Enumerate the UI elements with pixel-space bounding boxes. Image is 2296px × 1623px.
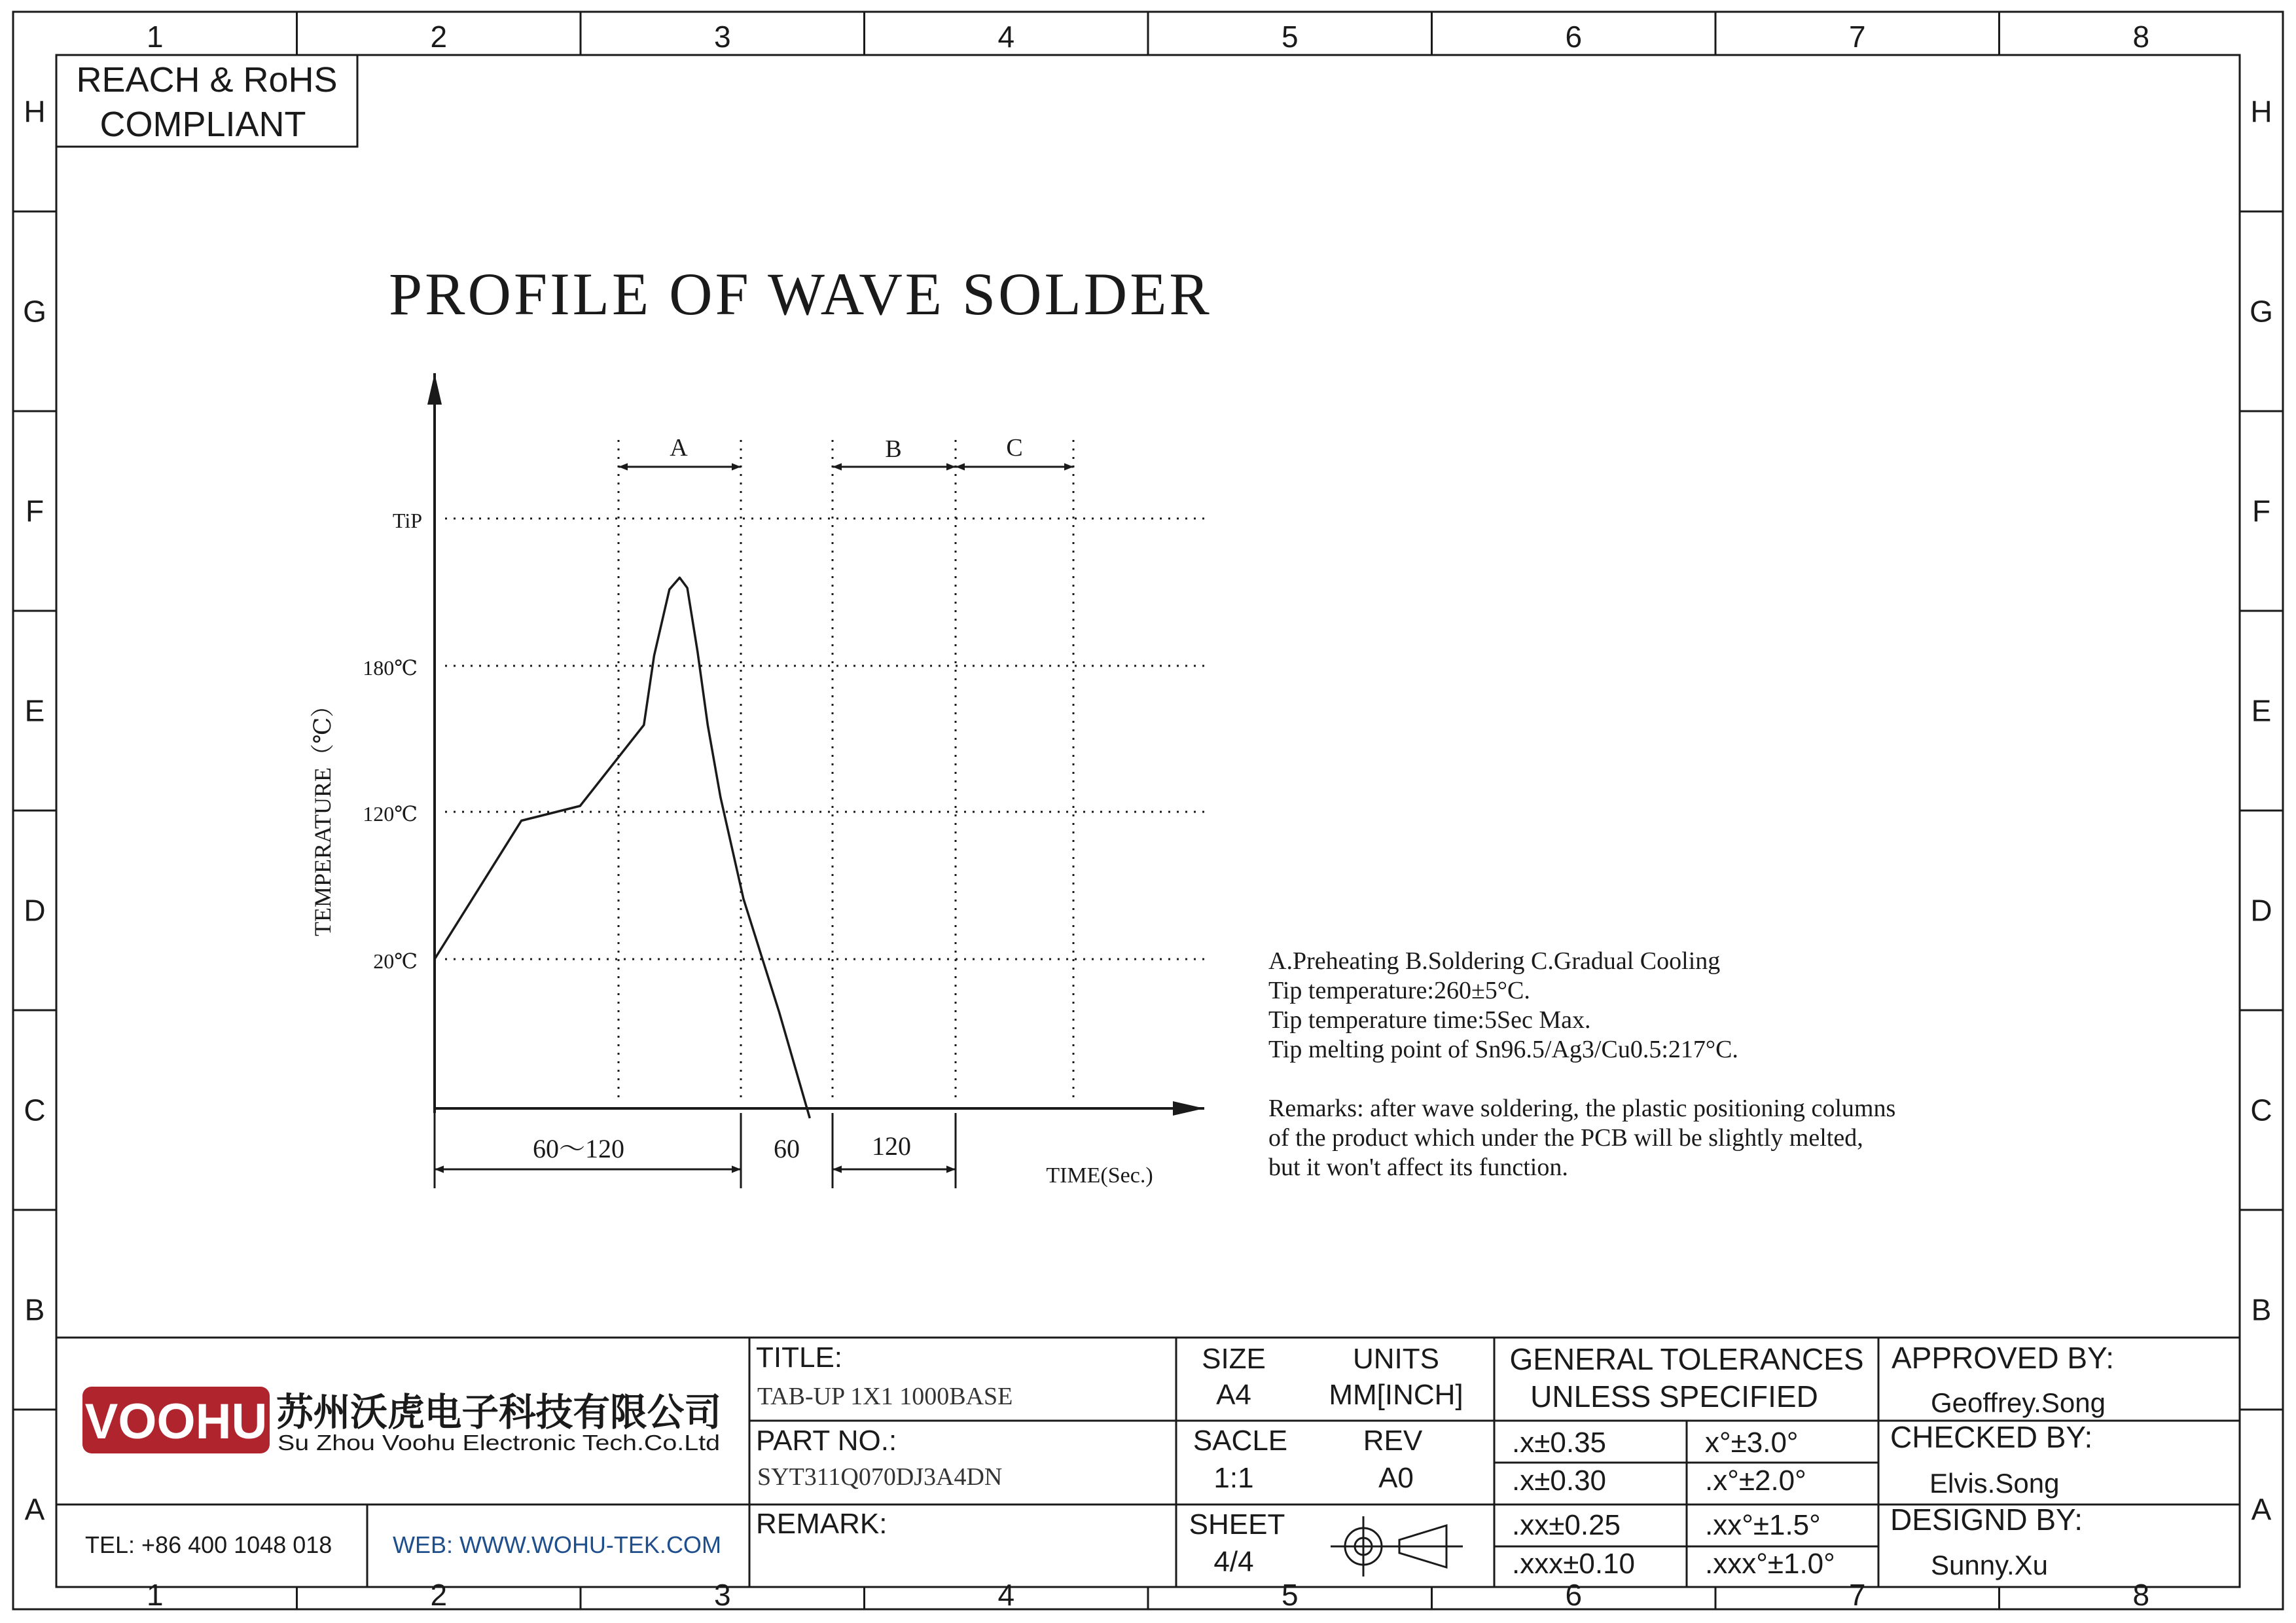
y-tick-tip: TiP — [392, 509, 422, 532]
units-label: UNITS — [1353, 1343, 1439, 1375]
zone-row-label-left: A — [24, 1492, 45, 1527]
company-web[interactable]: WEB: WWW.WOHU-TEK.COM — [393, 1531, 721, 1558]
zone-col-label-bottom: 6 — [1565, 1578, 1583, 1612]
projection-symbol-icon — [1331, 1516, 1463, 1577]
zone-col-label-bottom: 4 — [997, 1578, 1015, 1612]
sheet-value: 4/4 — [1213, 1546, 1254, 1578]
zone-row-label-left: F — [25, 494, 45, 528]
tolerance-angular-3: .xx°±1.5° — [1705, 1509, 1821, 1541]
company-logo — [82, 1387, 270, 1453]
part-no-label: PART NO.: — [756, 1425, 897, 1457]
zone-b-label: B — [885, 435, 902, 463]
time-span-2: 60 — [774, 1134, 800, 1163]
zone-row-label-right: H — [2250, 94, 2272, 129]
tolerance-linear-3: .xx±0.25 — [1512, 1509, 1621, 1541]
zone-row-label-left: C — [24, 1093, 46, 1127]
scale-value: 1:1 — [1213, 1462, 1254, 1494]
zone-row-label-right: D — [2250, 893, 2272, 928]
zone-row-label-right: A — [2251, 1492, 2272, 1527]
scale-label: SACLE — [1193, 1425, 1288, 1457]
zone-col-label-top: 4 — [997, 20, 1015, 54]
zone-col-label-top: 2 — [430, 20, 448, 54]
company-name-en: Su Zhou Voohu Electronic Tech.Co.Ltd — [278, 1431, 720, 1455]
remark-1: Remarks: after wave soldering, the plastic positioning columns — [1268, 1095, 1896, 1122]
note-4: Tip melting point of Sn96.5/Ag3/Cu0.5:217°C. — [1268, 1036, 1738, 1063]
zone-row-label-left: H — [24, 94, 46, 129]
note-2: Tip temperature:260±5°C. — [1268, 977, 1530, 1004]
title-value: TAB-UP 1X1 1000BASE — [757, 1383, 1013, 1410]
note-1: A.Preheating B.Soldering C.Gradual Cooling — [1268, 947, 1721, 975]
zone-row-label-left: B — [24, 1292, 45, 1327]
y-tick-120: 120℃ — [363, 802, 418, 826]
zone-row-label-right: E — [2251, 693, 2272, 728]
compliance-box — [56, 55, 357, 147]
tolerance-angular-4: .xxx°±1.0° — [1705, 1548, 1835, 1580]
zone-row-label-left: E — [24, 693, 45, 728]
units-value: MM[INCH] — [1329, 1379, 1463, 1411]
checked-value: Elvis.Song — [1929, 1468, 2060, 1499]
remark-3: but it won't affect its function. — [1268, 1154, 1568, 1181]
tolerance-heading-2: UNLESS SPECIFIED — [1530, 1379, 1818, 1413]
tolerance-linear-1: .x±0.35 — [1512, 1427, 1607, 1459]
zone-col-label-bottom: 1 — [146, 1578, 164, 1612]
y-tick-20: 20℃ — [373, 949, 418, 973]
remark-2: of the product which under the PCB will be slightly melted, — [1268, 1124, 1863, 1152]
rev-value: A0 — [1378, 1462, 1414, 1494]
drawing-title: PROFILE OF WAVE SOLDER — [389, 261, 1212, 327]
time-span-3: 120 — [872, 1131, 911, 1161]
tolerance-heading-1: GENERAL TOLERANCES — [1509, 1342, 1864, 1376]
zone-col-label-top: 3 — [713, 20, 731, 54]
tolerance-linear-4: .xxx±0.10 — [1512, 1548, 1636, 1580]
sheet-label: SHEET — [1189, 1508, 1285, 1541]
title-block — [56, 1338, 2240, 1587]
tolerance-table — [1512, 1427, 1835, 1580]
zone-a-label: A — [670, 434, 688, 462]
zone-col-label-top: 8 — [2132, 20, 2150, 54]
part-no-value: SYT311Q070DJ3A4DN — [757, 1463, 1003, 1491]
size-value: A4 — [1216, 1379, 1251, 1411]
company-tel: TEL: +86 400 1048 018 — [85, 1531, 332, 1558]
zone-col-label-bottom: 8 — [2132, 1578, 2150, 1612]
zone-row-label-left: D — [24, 893, 46, 928]
tolerance-linear-2: .x±0.30 — [1512, 1465, 1607, 1497]
zone-col-label-bottom: 7 — [1848, 1578, 1866, 1612]
zone-row-label-right: G — [2250, 294, 2273, 329]
zone-row-label-right: B — [2251, 1292, 2272, 1327]
size-label: SIZE — [1202, 1343, 1266, 1375]
zone-c-label: C — [1006, 434, 1023, 462]
zone-col-label-top: 1 — [146, 20, 164, 54]
zone-col-label-bottom: 3 — [713, 1578, 731, 1612]
rev-label: REV — [1363, 1425, 1423, 1457]
designed-label: DESIGND BY: — [1890, 1503, 2083, 1537]
note-3: Tip temperature time:5Sec Max. — [1268, 1006, 1591, 1034]
zone-col-label-top: 7 — [1848, 20, 1866, 54]
tolerance-angular-1: x°±3.0° — [1705, 1427, 1799, 1459]
title-label: TITLE: — [756, 1341, 843, 1374]
logo-text: VOOHU — [84, 1394, 268, 1450]
checked-label: CHECKED BY: — [1890, 1420, 2093, 1454]
y-axis-label: TEMPERATURE（℃） — [310, 693, 336, 936]
x-axis-label: TIME(Sec.) — [1046, 1163, 1153, 1188]
compliance-line-1: REACH & RoHS — [76, 60, 338, 100]
remark-label: REMARK: — [756, 1508, 888, 1540]
compliance-line-2: COMPLIANT — [99, 105, 306, 144]
solder-profile-chart — [310, 373, 1208, 1188]
time-span-1: 60～120 — [533, 1134, 624, 1163]
zone-col-label-top: 5 — [1281, 20, 1299, 54]
approved-value: Geoffrey.Song — [1931, 1387, 2106, 1418]
zone-col-label-bottom: 5 — [1281, 1578, 1299, 1612]
zone-row-label-left: G — [23, 294, 46, 329]
zone-row-label-right: C — [2250, 1093, 2272, 1127]
notes — [1268, 947, 1895, 1181]
y-tick-180: 180℃ — [363, 656, 418, 680]
zone-row-label-right: F — [2251, 494, 2271, 528]
tolerance-angular-2: .x°±2.0° — [1705, 1465, 1806, 1497]
zone-col-label-bottom: 2 — [430, 1578, 448, 1612]
designed-value: Sunny.Xu — [1931, 1550, 2049, 1580]
zone-col-label-top: 6 — [1565, 20, 1583, 54]
approved-label: APPROVED BY: — [1892, 1341, 2115, 1375]
company-name-cn: 苏州沃虎电子科技有限公司 — [276, 1391, 721, 1434]
temperature-curve — [435, 577, 810, 1118]
